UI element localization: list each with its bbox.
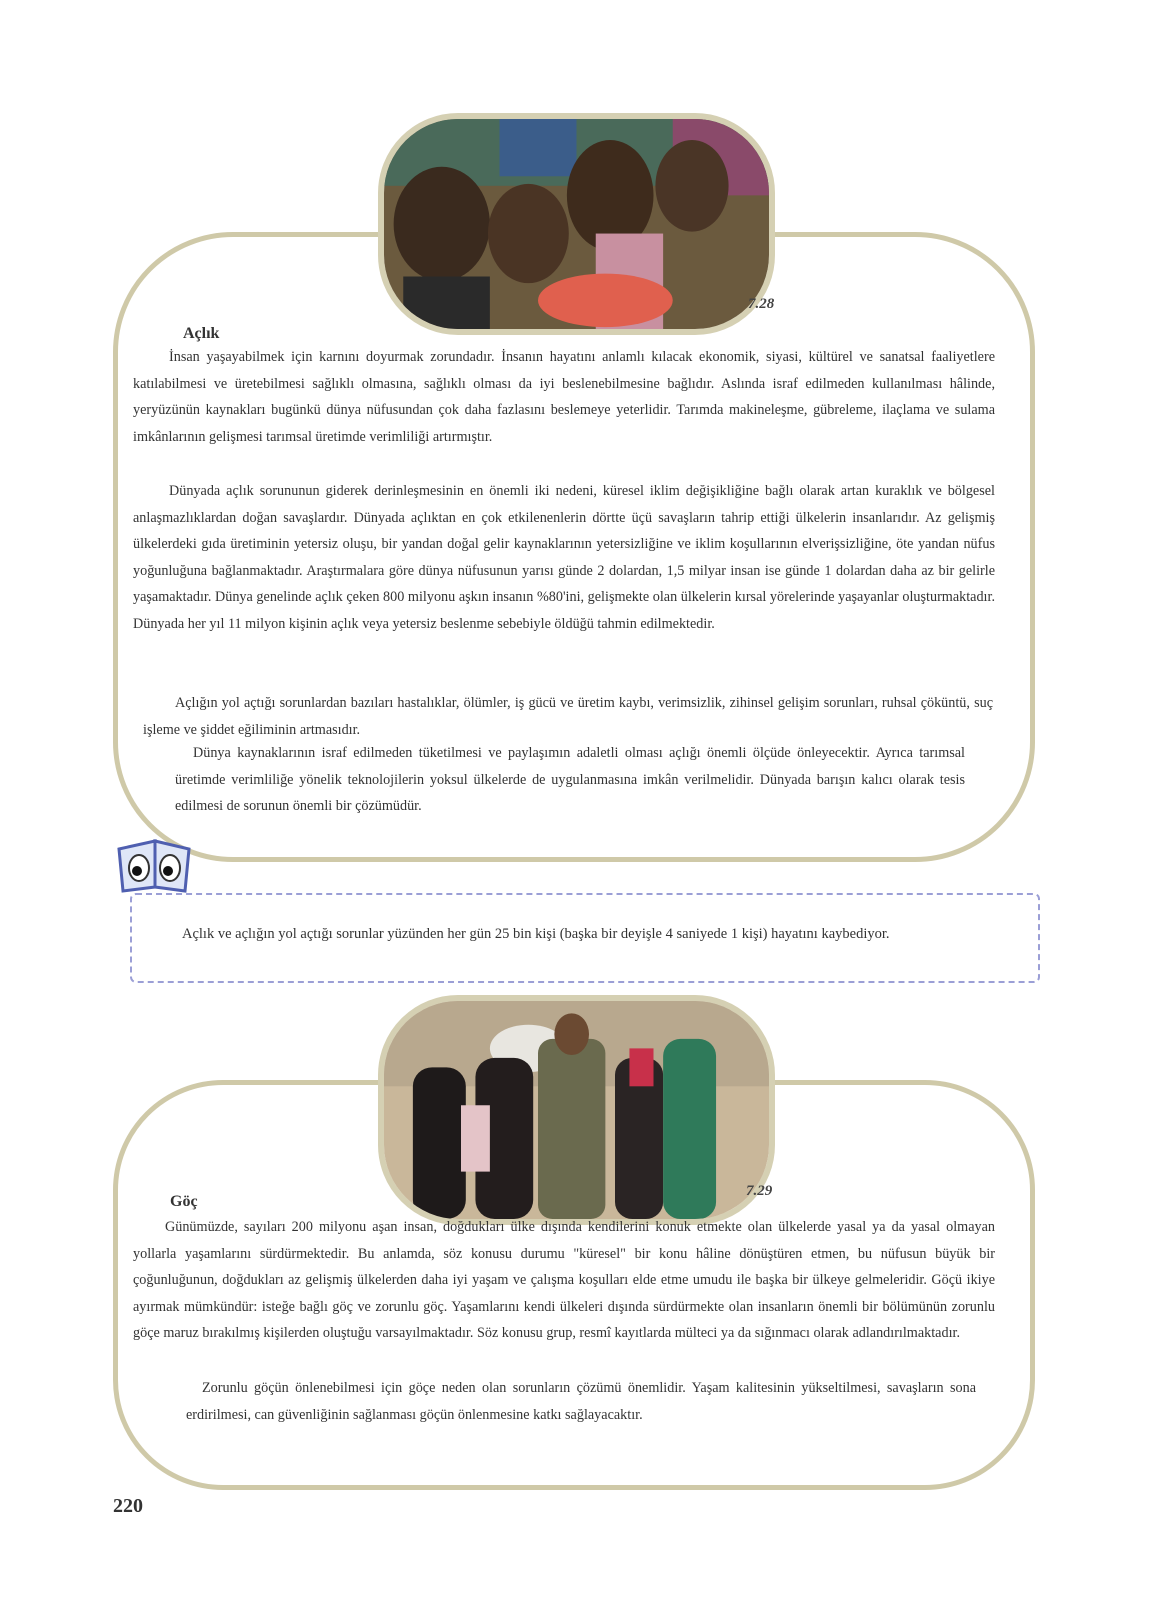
children-photo-illustration	[384, 119, 769, 329]
hunger-paragraph-4: Dünya kaynaklarının israf edilmeden tüketilmesi ve paylaşımın adaletli olması açlığı önemli ölçüde önleyecektir. Ayrıca tarımsal üretimde verimliliğe yönelik teknolojilerin yoksul ülkelerde de uygulanmasına imkân verilmelidir. Dünyada barışın kalıcı olarak tesis edilmesi de sorunun önemli bir çözümüdür.	[175, 745, 965, 814]
hunger-paragraph-1: İnsan yaşayabilmek için karnını doyurmak zorundadır. İnsanın hayatını anlamlı kılacak ekonomik, siyasi, kültürel ve sanatsal faaliyetlere katılabilmesi ve üretebilmesi sağlıklı olmasına, sağlıklı olması da iyi beslenebilmesine bağlıdır. Aslında israf edilmeden kullanılması hâlinde, yeryüzünün kaynakları bugünkü dünya nüfusundan çok daha fazlasını beslemeye yeterlidir. Tarımda makineleşme, gübreleme, ilaçlama ve sulama imkânlarının gelişmesi tarımsal üretimde verimliliği artırmıştır.	[133, 349, 995, 445]
info-note-text: Açlık ve açlığın yol açtığı sorunlar yüzünden her gün 25 bin kişi (başka bir deyişle 4 saniyede 1 kişi) hayatını kaybediyor.	[182, 926, 890, 942]
hunger-paragraph-2: Dünyada açlık sorununun giderek derinleşmesinin en önemli iki nedeni, küresel iklim değişikliğine bağlı olarak artan kuraklık ve bölgesel anlaşmazlıklardan doğan savaşlardır. Dünyada açlıktan en çok etkilenenlerin dörtte üçü savaşların tahrip ettiği ülkelerin insanlarıdır. Az gelişmiş ülkelerdeki gıda üretiminin yetersiz oluşu, bir yandan doğal gelir kaynaklarının yetersizliğine ve iklim koşullarının elverişsizliğine, öte yandan nüfus yoğunluğuna bağlanmaktadır. Araştırmalara göre dünya nüfusunun yarısı günde 2 dolardan, 1,5 milyar insan ise günde 1 dolardan daha az bir gelirle yaşamaktadır. Dünya genelinde açlık çeken 800 milyonu aşkın insanın %80'ini, gelişmekte olan ülkelerin kırsal yörelerinde yaşayanlar oluşturmaktadır. Dünyada her yıl 11 milyon kişinin açlık veya yetersiz beslenme sebebiyle öldüğü tahmin edilmektedir.	[133, 483, 995, 632]
heading-migration: Göç	[170, 1193, 198, 1210]
photo-migrating-families	[378, 995, 775, 1225]
eyes-icon	[115, 835, 195, 895]
migration-paragraph-1: Günümüzde, sayıları 200 milyonu aşan insan, doğdukları ülke dışında kendilerini konuk etmekte olan ülkelerde yasal ya da yasal olmayan yollarla yaşamlarını sürdürmektedir. Bu anlamda, söz konusu durumu "küresel" bir konu hâline dönüştüren etmen, bu nüfusun büyük bir çoğunluğunun, doğdukları az gelişmiş ülkelerden daha iyi yaşam ve çalışma koşulları elde etme umudu ile başka bir ülkeye gelmeleridir. Göçü ikiye ayırmak mümkündür: isteğe bağlı göç ve zorunlu göç. Yaşamlarını kendi ülkeleri dışında sürdürmekte olan insanların önemli bir bölümünün zorunlu göçe maruz bırakılmış kişilerden oluştuğu varsayılmaktadır. Söz konusu grup, resmî kayıtlarda mülteci ya da sığınmacı olarak adlandırılmaktadır.	[133, 1219, 995, 1341]
photo-hungry-children	[378, 113, 775, 335]
migration-paragraph-2: Zorunlu göçün önlenebilmesi için göçe neden olan sorunların çözümü önemlidir. Yaşam kalitesinin yükseltilmesi, savaşların sona erdirilmesi, can güvenliğinin sağlanması göçün önlenmesine katkı sağlayacaktır.	[186, 1380, 976, 1423]
migration-photo-illustration	[384, 1001, 769, 1219]
figure-caption-7-28: 7.28	[748, 296, 775, 312]
hunger-paragraph-3: Açlığın yol açtığı sorunlardan bazıları hastalıklar, ölümler, iş gücü ve üretim kaybı, verimsizlik, zihinsel gelişim sorunları, ruhsal çöküntü, suç işleme ve şiddet eğiliminin artmasıdır.	[143, 695, 993, 738]
page-number: 220	[113, 1495, 143, 1517]
figure-caption-7-29: 7.29	[746, 1183, 773, 1199]
heading-hunger: Açlık	[183, 325, 220, 342]
